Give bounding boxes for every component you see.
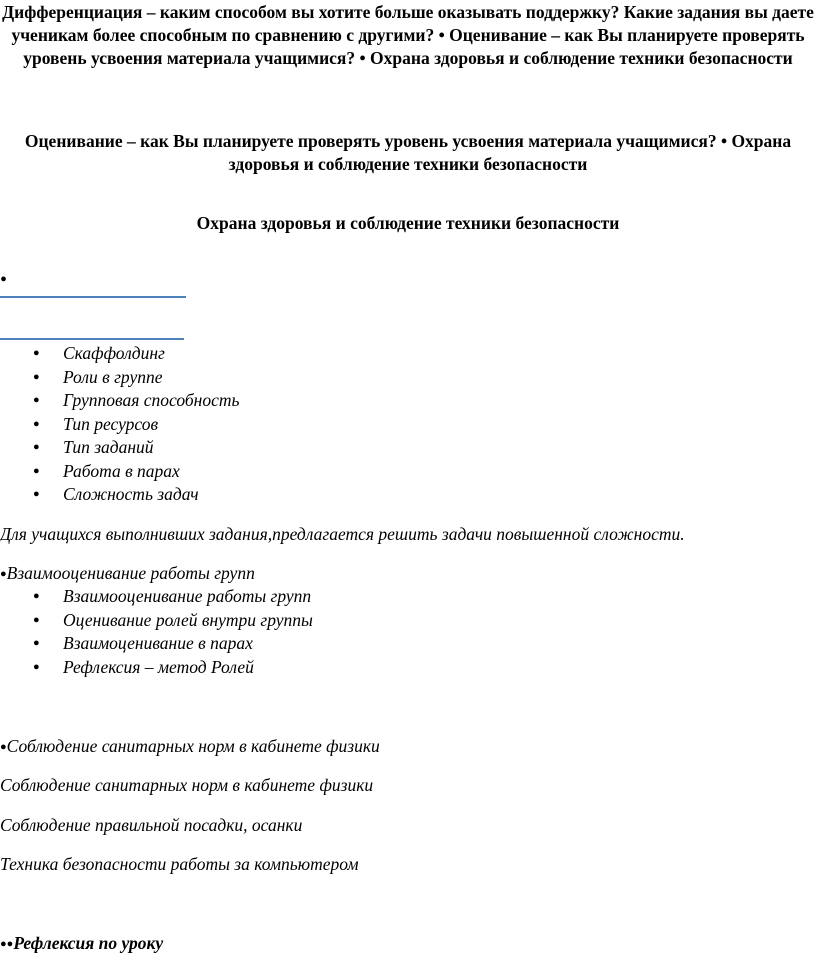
bullet-icon: ● bbox=[33, 613, 40, 626]
assessment-heading: Оценивание – как Вы планируете проверять уровень усвоения материала учащимися? • Охрана здоровья и соблюдение техники безопасности bbox=[24, 131, 792, 174]
bullet-icon: ● bbox=[33, 488, 40, 500]
list-item: ● Сложность задач bbox=[0, 483, 239, 507]
bullet-icon: ● bbox=[33, 637, 40, 649]
assessment-list bbox=[0, 585, 313, 679]
computer-safety-text: Техника безопасности работы за компьютером bbox=[0, 854, 359, 874]
list-item: ● Тип ресурсов bbox=[0, 413, 239, 437]
reflection-title: ●●Рефлексия по уроку bbox=[0, 933, 164, 953]
list-item: ● Групповая способность bbox=[0, 389, 239, 413]
health-safety-heading: Охрана здоровья и соблюдение техники безопасности bbox=[196, 213, 620, 233]
extra-tasks-text: Для учащихся выполнивших задания,предлагается решить задачи повышенной сложности. bbox=[0, 524, 685, 544]
differentiation-list bbox=[0, 342, 239, 507]
mutual-eval-title: ●Взаимооценивание работы групп bbox=[0, 563, 255, 583]
list-item: ● Работа в парах bbox=[0, 460, 239, 484]
differentiation-heading: Дифференциация – каким способом вы хотите больше оказывать поддержку? Какие задания вы даете ученикам более способным по сравнению с другими? • Оценивание – как Вы планируете проверять уровень усвоения материала учащимися? • Охрана здоровья и соблюдение техники безопасности bbox=[2, 2, 814, 68]
bullet-icon: ● bbox=[33, 394, 40, 406]
bullet-icon: ● bbox=[33, 417, 40, 430]
sanitary-text: Соблюдение санитарных норм в кабинете физики bbox=[0, 775, 374, 795]
list-item: ● Рефлексия – метод Ролей bbox=[0, 656, 313, 680]
bullet-icon: ● bbox=[33, 660, 40, 673]
bullet-icon: ● bbox=[33, 370, 40, 383]
bullet-icon: ● bbox=[0, 938, 7, 950]
divider-line-2 bbox=[0, 338, 184, 340]
bullet-icon: ● bbox=[33, 590, 40, 602]
list-item: ● Взаимооценивание работы групп bbox=[0, 585, 313, 609]
lone-bullet: • bbox=[0, 269, 8, 291]
bullet-icon: ● bbox=[6, 938, 14, 950]
bullet-icon: ● bbox=[33, 441, 40, 453]
list-item: ● Взаимоцениваниe в парах bbox=[0, 632, 313, 656]
list-item: ● Скаффолдинг bbox=[0, 342, 239, 366]
list-item: ● Роли в группе bbox=[0, 366, 239, 390]
bullet-icon: ● bbox=[33, 347, 40, 359]
bullet-icon: ● bbox=[0, 568, 7, 580]
sanitary-title: ●Соблюдение санитарных норм в кабинете физики bbox=[0, 736, 380, 756]
posture-text: Соблюдение правильной посадки, осанки bbox=[0, 815, 303, 835]
bullet-icon: ● bbox=[33, 464, 40, 477]
divider-line-1 bbox=[0, 296, 186, 298]
list-item: ● Оценивание ролей внутри группы bbox=[0, 609, 313, 633]
bullet-icon: ● bbox=[0, 741, 7, 753]
list-item: ● Тип заданий bbox=[0, 436, 239, 460]
